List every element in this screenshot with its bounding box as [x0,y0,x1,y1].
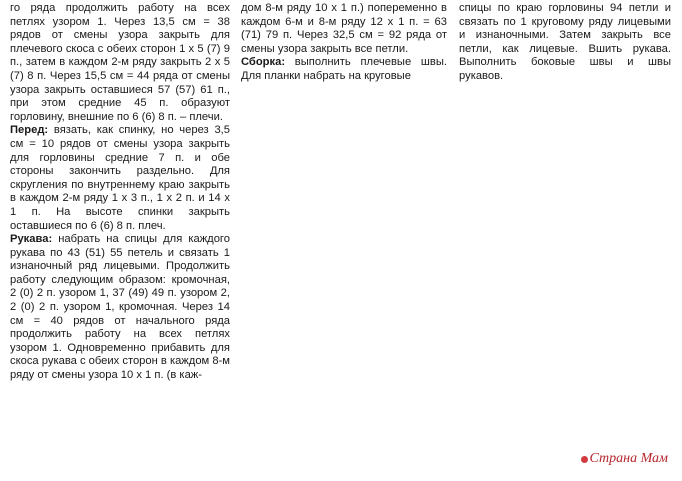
sleeves-continued-paragraph: дом 8-м ряду 10 х 1 п.) попеременно в каждом 6-м и 8-м ряду 12 х 1 п. = 63 (71) 79 п. Через 32,5 см = 92 ряда от смены узора закрыть все петли. [241,2,447,55]
text-column-3 [459,2,671,84]
assembly-paragraph [241,56,447,83]
assembly-continued-paragraph: спицы по краю горловины 94 петли и связать по 1 круговому ряду лицевыми и изнаночными. Затем закрыть все петли, как лицевые. Вшить рукава. Выполнить боковые швы и швы рукавов. [459,2,671,82]
back-continued-paragraph: го ряда продолжить работу на всех петлях узором 1. Через 13,5 см = 38 рядов от смены узора закрыть для плечевого скоса с обеих сторон 1 х 5 (7) 9 п., затем в каждом 2-м ряду закрыть 2 х 5 (7) 8 п. Через 15,5 см = 44 ряда от смены узора закрыть оставшиеся 57 (57) 61 п., при этом средние 45 п. образуют горловину, внешние по 6 (6) 8 п. – плечи. [10,2,230,123]
front-text: вязать, как спинку, но через 3,5 см = 10 рядов от смены узора закрыть для горловины средние 7 п. и обе стороны закончить раздельно. Для скругления по внутреннему краю закрыть в каждом 2-м ряду 1 х 3 п., 1 х 2 п. и 14 х 1 п. На высоте спинки закрыть оставшиеся по 6 (6) 8 п. плеч. [10,124,230,232]
sleeves-text: набрать на спицы для каждого рукава по 43 (51) 55 петель и связать 1 изнаночный ряд лицевыми. Продолжить работу следующим образом: кромочная, 2 (0) 2 п. узором 1, 37 (49) 49 п. узором 2, 2 (0) 2 п. узором 1, кромочная. Через 14 см = 40 рядов от начального ряда продолжить работу на всех петлях узором 1. Одновременно прибавить для скоса рукава с обеих сторон в каждом 8-м ряду от смены узора 10 х 1 п. (в каж- [10,233,230,382]
text-column-1 [10,2,230,383]
assembly-text: выполнить плечевые швы. Для планки набрать на круговые [241,56,447,82]
watermark-text: Страна Мам [589,451,668,466]
watermark-dot-icon [581,456,588,463]
sleeves-heading: Рукава: [10,233,53,246]
front-heading: Перед: [10,124,49,137]
front-paragraph [10,124,230,233]
text-column-2 [241,2,447,84]
sleeves-paragraph [10,233,230,383]
watermark-logo [581,451,669,467]
assembly-heading: Сборка: [241,56,286,69]
